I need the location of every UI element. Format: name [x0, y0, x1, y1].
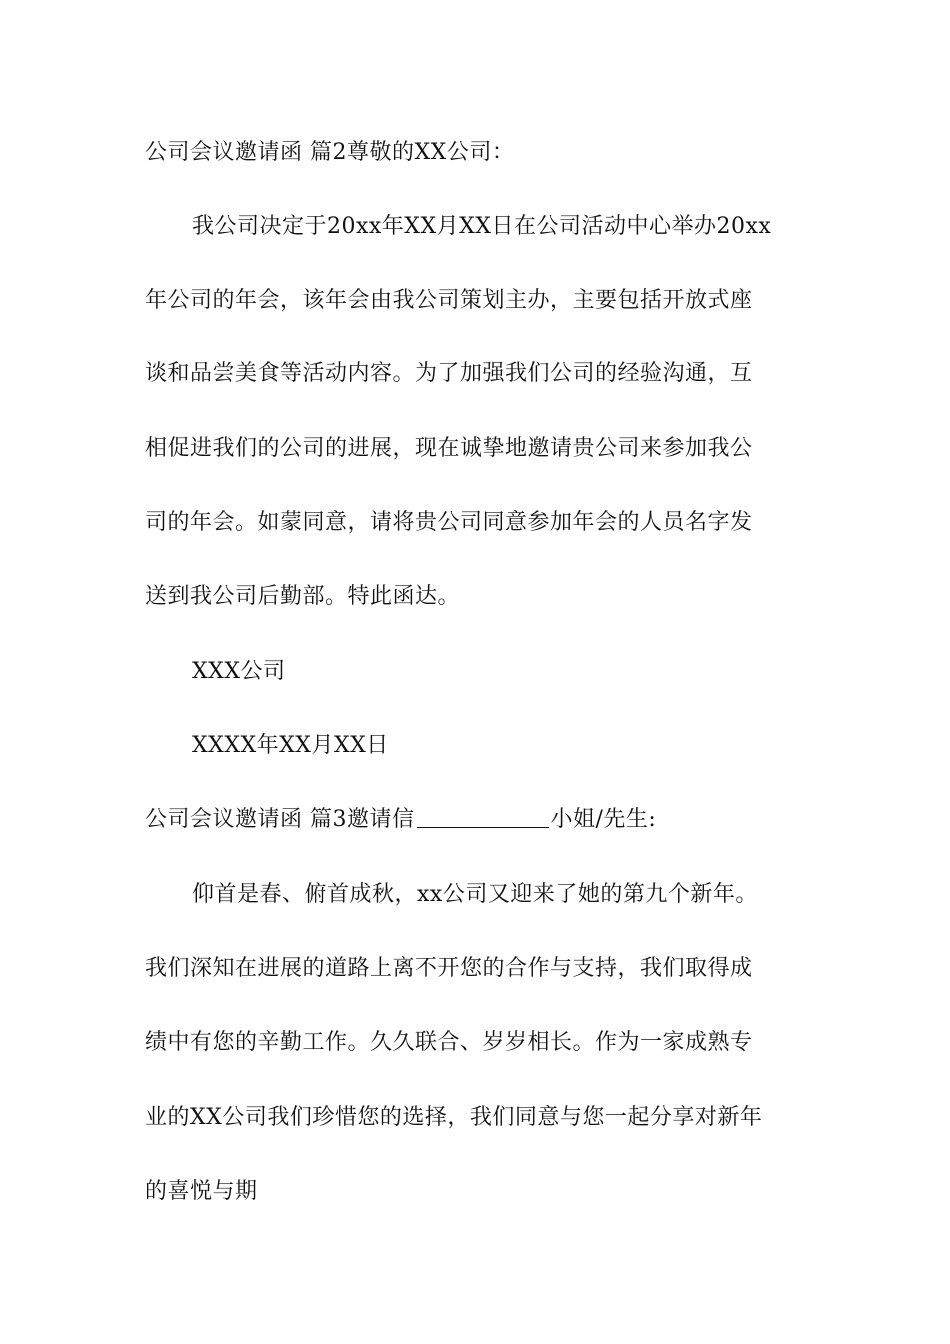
- body-line: 送到我公司后勤部。特此函达。: [145, 584, 461, 609]
- body-line: 谈和品尝美食等活动内容。为了加强我们公司的经验沟通，互: [145, 361, 753, 386]
- body-line: 仰首是春、俯首成秋，xx公司又迎来了她的第九个新年。: [192, 882, 758, 907]
- section3-heading: [145, 805, 656, 835]
- signature-date: XXXX年XX月XX日: [192, 733, 389, 758]
- body-line: 我公司决定于20xx年XX月XX日在公司活动中心举办20xx: [192, 214, 772, 239]
- section2-heading: 公司会议邀请函 篇2尊敬的XX公司：: [145, 140, 515, 165]
- body-line: 年公司的年会，该年会由我公司策划主办，主要包括开放式座: [145, 288, 753, 313]
- signature-company: XXX公司: [192, 659, 286, 684]
- section3-heading-prefix: 公司会议邀请函 篇3邀请信: [145, 807, 415, 832]
- section3-heading-suffix: 小姐/先生:: [550, 807, 657, 832]
- body-line: 的喜悦与期: [145, 1179, 258, 1204]
- body-line: 业的XX公司我们珍惜您的选择，我们同意与您一起分享对新年: [145, 1105, 763, 1130]
- body-line: 绩中有您的辛勤工作。久久联合、岁岁相长。作为一家成熟专: [145, 1030, 753, 1055]
- name-blank-line: [417, 807, 549, 828]
- body-line: 相促进我们的公司的进展，现在诚挚地邀请贵公司来参加我公: [145, 436, 753, 461]
- body-line: 我们深知在进展的道路上离不开您的合作与支持，我们取得成: [145, 956, 753, 981]
- body-line: 司的年会。如蒙同意，请将贵公司同意参加年会的人员名字发: [145, 510, 753, 535]
